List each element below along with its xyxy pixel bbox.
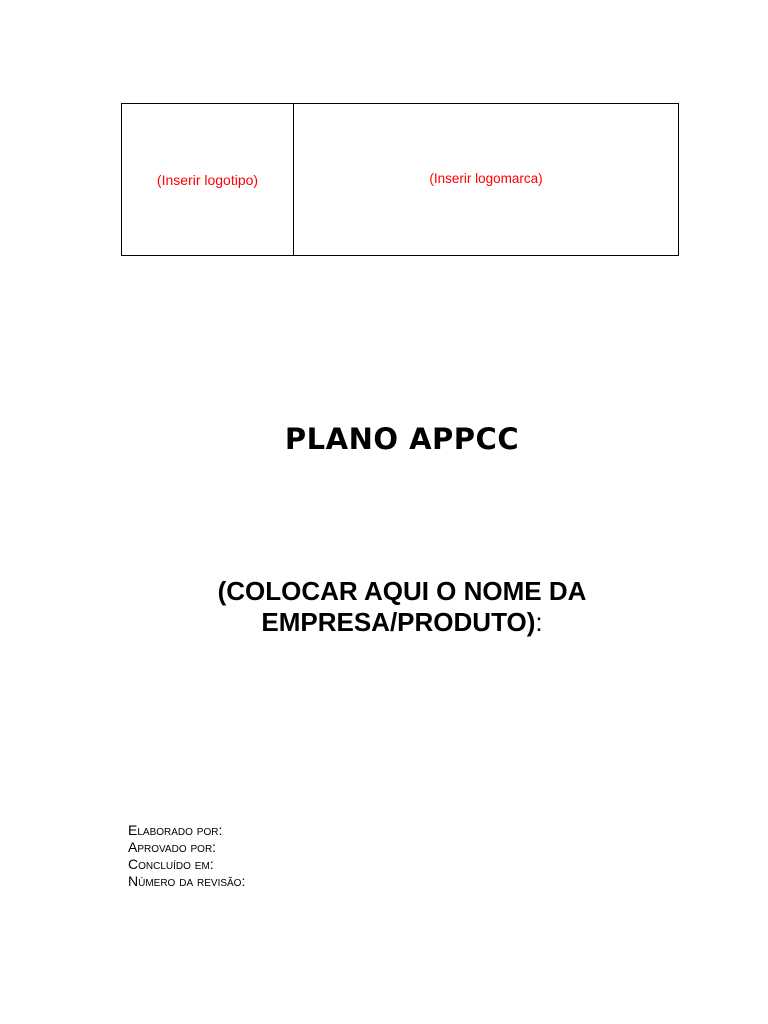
logomarca-cell bbox=[294, 104, 678, 255]
company-name-block bbox=[0, 576, 768, 638]
logo-cell bbox=[122, 104, 294, 255]
header-table bbox=[121, 103, 679, 256]
numero-revisao-label: Número da revisão: bbox=[128, 873, 246, 889]
logomarca-placeholder: (Inserir logomarca) bbox=[429, 171, 543, 186]
document-title: PLANO APPCC bbox=[284, 422, 520, 456]
company-line-2-wrapper bbox=[0, 607, 768, 638]
document-metadata bbox=[128, 822, 245, 890]
concluido-em-label: Concluído em: bbox=[128, 856, 214, 872]
company-suffix: : bbox=[535, 607, 543, 637]
company-line-2: EMPRESA/PRODUTO) bbox=[261, 607, 536, 637]
company-line-1: (COLOCAR AQUI O NOME DA bbox=[217, 576, 587, 606]
elaborado-por-label: Elaborado por: bbox=[128, 822, 223, 838]
logo-placeholder: (Inserir logotipo) bbox=[156, 172, 259, 188]
aprovado-por-label: Aprovado por: bbox=[128, 839, 217, 855]
